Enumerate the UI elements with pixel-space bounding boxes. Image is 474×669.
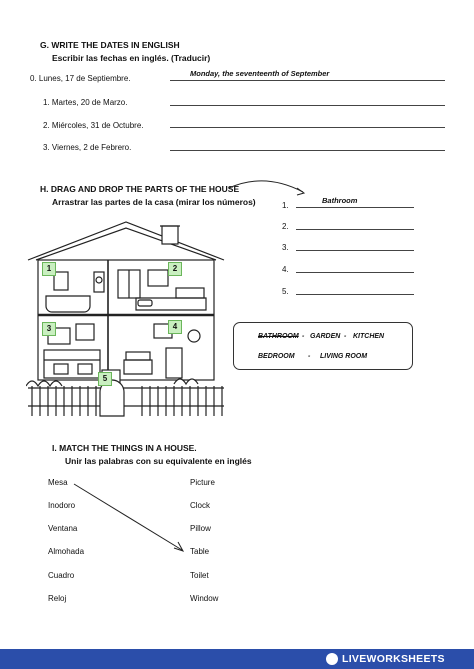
part-input-4[interactable] [296, 272, 414, 273]
part-input-2[interactable] [296, 229, 414, 230]
date-item-1-prompt: 1. Martes, 20 de Marzo. [43, 98, 128, 107]
section-h-subtitle: Arrastrar las partes de la casa (mirar los números) [52, 197, 256, 207]
part-input-3[interactable] [296, 250, 414, 251]
part-num-5: 5. [282, 287, 289, 296]
match-left-1[interactable]: Mesa [48, 478, 68, 487]
word-living-room[interactable]: LIVING ROOM [320, 353, 368, 360]
room-badge-4: 4 [168, 320, 182, 334]
room-badge-2: 2 [168, 262, 182, 276]
match-right-3[interactable]: Pillow [190, 524, 211, 533]
section-g-title: G. WRITE THE DATES IN ENGLISH [40, 40, 180, 50]
date-item-1-input[interactable] [170, 105, 445, 106]
word-sep-1: - [302, 333, 305, 340]
part-input-1[interactable] [296, 207, 414, 208]
date-item-3-input[interactable] [170, 150, 445, 151]
match-right-5[interactable]: Toilet [190, 571, 209, 580]
date-item-3-prompt: 3. Viernes, 2 de Febrero. [43, 143, 132, 152]
match-right-6[interactable]: Window [190, 594, 219, 603]
date-item-2-input[interactable] [170, 127, 445, 128]
date-example-answer: Monday, the seventeenth of September [190, 69, 330, 78]
word-bedroom[interactable]: BEDROOM [258, 353, 295, 360]
word-bathroom[interactable]: BATHROOM [258, 333, 299, 340]
match-left-6[interactable]: Reloj [48, 594, 67, 603]
match-example-arrow-icon [70, 478, 190, 558]
word-kitchen[interactable]: KITCHEN [353, 333, 385, 340]
part-answer-1: Bathroom [322, 196, 358, 205]
section-g-subtitle: Escribir las fechas en inglés. (Traducir) [52, 53, 211, 63]
room-badge-5: 5 [98, 372, 112, 386]
section-h-title: H. DRAG AND DROP THE PARTS OF THE HOUSE [40, 184, 240, 194]
part-num-4: 4. [282, 265, 289, 274]
section-i-subtitle: Unir las palabras con su equivalente en inglés [65, 456, 252, 466]
house-illustration [26, 220, 226, 420]
section-i-title: I. MATCH THE THINGS IN A HOUSE. [52, 443, 197, 453]
room-badge-1: 1 [42, 262, 56, 276]
word-bank [233, 322, 413, 370]
curved-arrow-icon [225, 174, 315, 204]
part-num-1: 1. [282, 201, 289, 210]
part-num-3: 3. [282, 243, 289, 252]
word-sep-3: - [308, 353, 311, 360]
word-sep-2: - [344, 333, 347, 340]
footer-brand[interactable]: LIVEWORKSHEETS [342, 653, 445, 665]
match-right-1[interactable]: Picture [190, 478, 215, 487]
match-left-3[interactable]: Ventana [48, 524, 78, 533]
part-input-5[interactable] [296, 294, 414, 295]
date-example-line [170, 80, 445, 81]
room-badge-3: 3 [42, 322, 56, 336]
match-left-4[interactable]: Almohada [48, 547, 85, 556]
date-item-2-prompt: 2. Miércoles, 31 de Octubre. [43, 121, 144, 130]
match-left-5[interactable]: Cuadro [48, 571, 75, 580]
date-example-prompt: 0. Lunes, 17 de Septiembre. [30, 74, 131, 83]
liveworksheets-logo-icon [326, 653, 338, 665]
match-right-2[interactable]: Clock [190, 501, 211, 510]
part-num-2: 2. [282, 222, 289, 231]
match-left-2[interactable]: Inodoro [48, 501, 76, 510]
footer-bar [0, 649, 474, 669]
word-garden[interactable]: GARDEN [310, 333, 341, 340]
match-right-4[interactable]: Table [190, 547, 210, 556]
